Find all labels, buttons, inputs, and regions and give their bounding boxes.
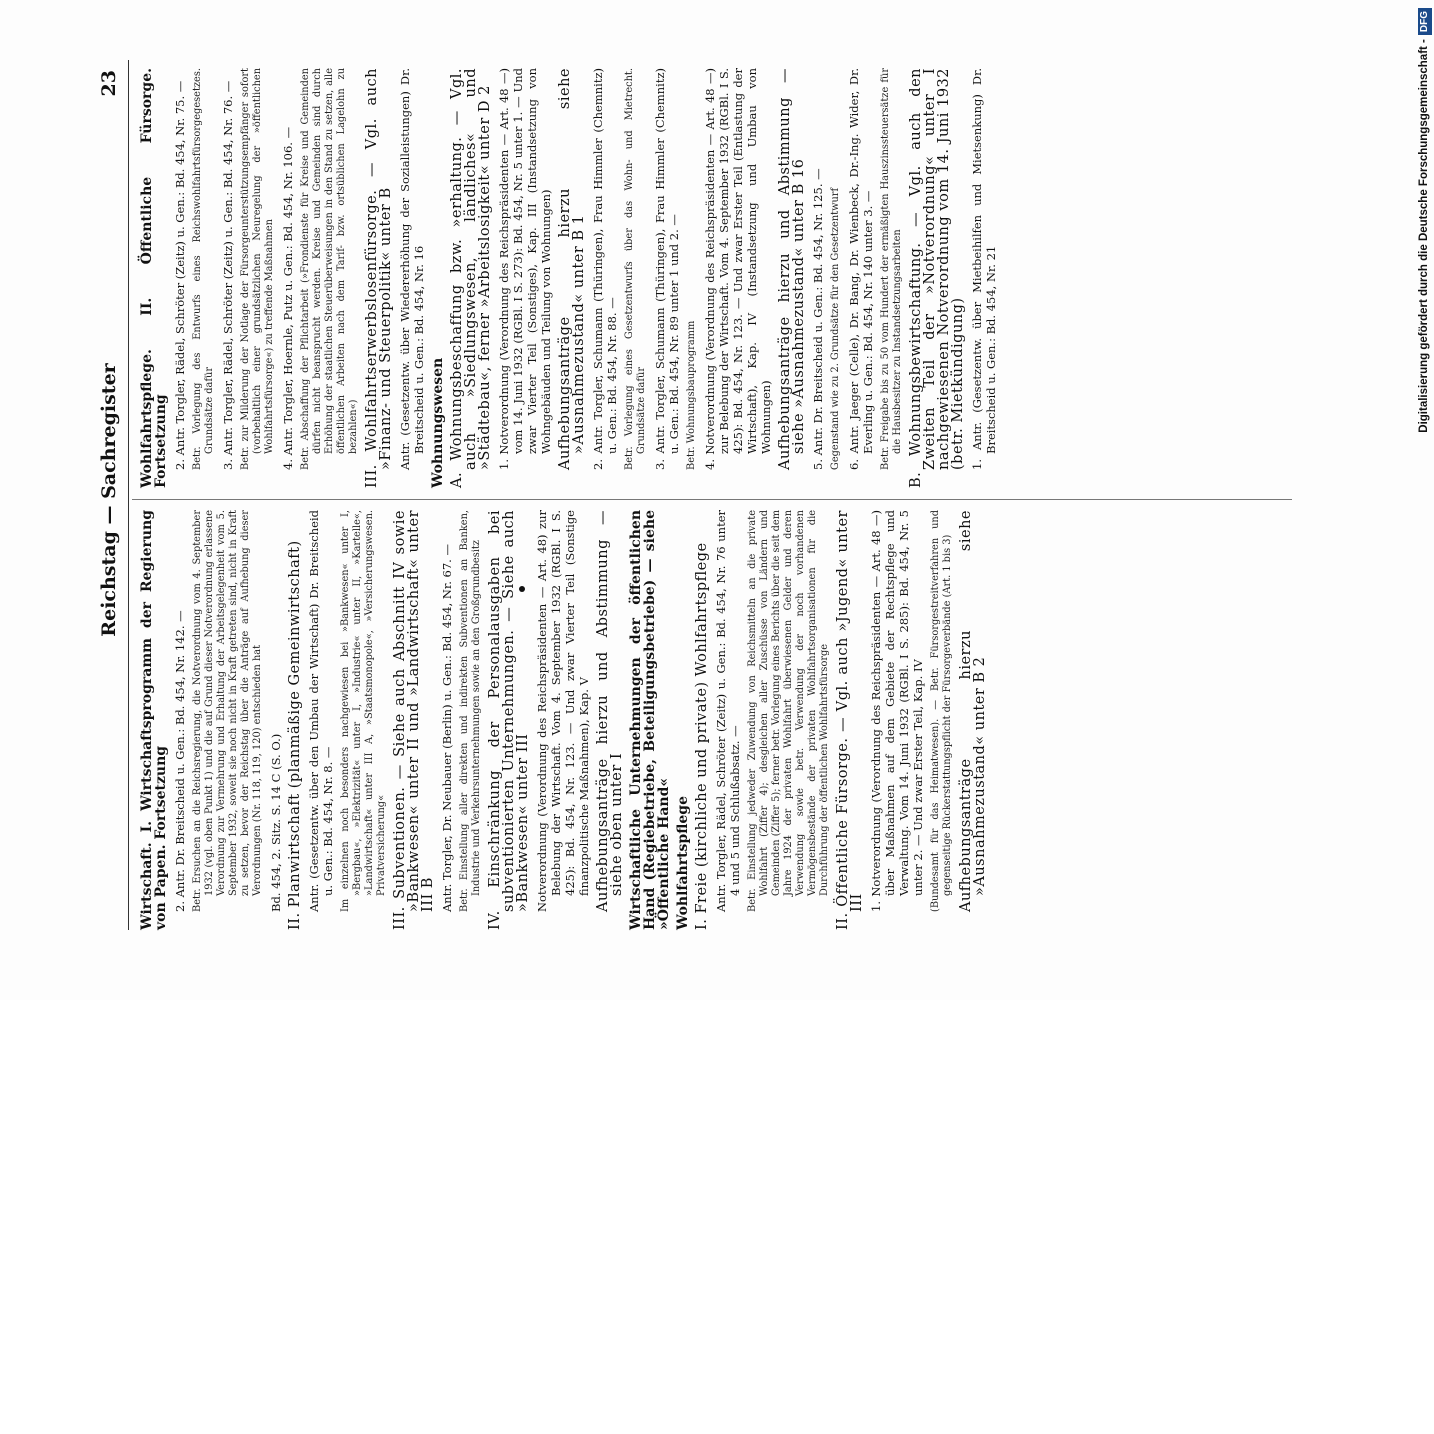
entry-note: Betr. Wohnungsbauprogramm [686, 320, 697, 470]
entry-note: Betr. Einstellung jedweder Zuwendung von Reichsmitteln an die private Wohlfahrt (Ziffer 4); desgleichen aller Zuschüsse von Ländern und Gemeinden (Ziffer 5); ferner betr. Vorlegung eines Berichts über die seit dem Jahre 1924 der privaten Wohlfahrt überwiesenen Gelder und deren Verwendung sowie betr. Verwendung der noch vorhandenen Vermögensbestände der privaten Wohlfahrtsorganisationen für die Durchführung der öffentlichen Wohlfahrtsfürsorge [747, 510, 830, 912]
section-heading: Wohlfahrtspflege [675, 796, 691, 930]
entry-text: Betr. Ersuchen an die Reichsregierung, die Notverordnung vom 4. September 1932 (vgl. oben Punkt 1) und die auf Grund dieser Notverordnung erlassene Verordnung zur Vermehrung und Erhaltung der Arbeitsgelegenheit vom 5. September 1932, soweit sie noch nicht in Kraft getreten sind, nicht in Kraft zu setzen, bevor der Reichstag über die Anträge auf Aufhebung dieser Verordnungen (Nr. 118, 119, 120) entschieden hat [192, 510, 263, 912]
subsection-title: B. Wohnungsbewirtschaftung. — Vgl. auch den Zweiten Teil der »Notverordnung« unter I nachgewiesenen Notverordnung vom 14. Juni 1932 (betr. Mietkündigung) [908, 68, 966, 488]
subsection-title: III. Subventionen. — Siehe auch Abschnitt IV sowie »Bankwesen« unter II und »Landwirtschaft« unter III B [392, 510, 436, 930]
page-number: 23 [98, 70, 120, 97]
column-divider [132, 499, 1292, 500]
subsection-title: II. Öffentliche Fürsorge. — Vgl. auch »Jugend« unter III [835, 510, 865, 930]
entry-text: Antr. (Gesetzentw. über den Umbau der Wirtschaft) Dr. Breitscheid u. Gen.: Bd. 454, Nr. 8. — [307, 510, 335, 912]
entry-text: 4. Notverordnung (Verordnung des Reichspräsidenten — Art. 48 —) zur Belebung der Wirtschaft. Vom 4. September 1932 (RGBl. I S. 425): Bd. 454, Nr. 123. — Und zwar Erster Teil (Entlastung der Wirtschaft), Kap. IV (Instandsetzung und Umbau von Wohnungen) [703, 68, 773, 470]
header-rule [128, 60, 129, 930]
entry-text: 6. Antr. Jaeger (Celle), Dr. Bang, Dr. Wienbeck, Dr.-Ing. Wider, Dr. Everling u. Gen.: Bd. 454, Nr. 140 unter 3. — [847, 68, 875, 470]
section-heading: Wohnungswesen [430, 357, 446, 488]
subsection-title: A. Wohnungsbeschaffung bzw. »erhaltung. — Vgl. auch »Siedlungswesen, ländliches« und »Städtebau«, ferner »Arbeitslosigkeit« unter D 2 [449, 68, 493, 488]
entry-text: Notverordnung (Verordnung des Reichspräsidenten — Art. 48) zur Belebung der Wirtschaft. Vom 4. September 1932 (RGBl. I S. 425): Bd. 454, Nr. 123. — Und zwar Vierter Teil (Sonstige finanzpolitische Maßnahmen), Kap. V [535, 510, 591, 912]
entry-text: Antr. Torgler, Rädel, Schröter (Zeitz) u. Gen.: Bd. 454, Nr. 76 unter 4 und 5 und Schlußabsatz. — [714, 510, 742, 912]
subsection-title: I. Freie (kirchliche und private) Wohlfahrtspflege [694, 542, 710, 930]
entry-note: Betr. Vorlegung eines Gesetzentwurfs über das Wohn- und Mietrecht. Grundsätze dafür [624, 68, 647, 470]
subsection-title: II. Planwirtschaft (planmäßige Gemeinwirtschaft) [287, 540, 303, 930]
section-heading: Wohlfahrtspflege. II. Öffentliche Fürsorge. Fortsetzung [139, 68, 169, 488]
entry-text: 3. Antr. Torgler, Rädel, Schröter (Zeitz) u. Gen.: Bd. 454, Nr. 76. — [221, 80, 235, 470]
entry-note: Gegenstand wie zu 2. Grundsätze für den Gesetzentwurf [830, 187, 841, 470]
entry-note: Im einzelnen noch besonders nachgewiesen bei »Bankwesen« unter I, »Bergbau«, »Elektrizität« unter I, »Industrie« unter II, »Kartelle«, »Landwirtschaft« unter III A, »Staatsmonopole«, »Versicherungswesen. Privatversicherung« [340, 510, 387, 912]
digitization-note [1413, 8, 1434, 768]
entry-aufhebung: Aufhebungsanträge hierzu siehe »Ausnahmezustand« unter B 1 [557, 68, 587, 470]
entry-text: 4. Antr. Torgler, Hoernle, Putz u. Gen.: Bd. 454, Nr. 106. — [281, 126, 295, 470]
running-title: Reichstag — Sachregister [98, 363, 120, 637]
entry-text: 2. Antr. Torgler, Schumann (Thüringen), Frau Himmler (Chemnitz) u. Gen.: Bd. 454, Nr. 88. — [591, 68, 619, 470]
entry-ref: Bd. 454, 2. Sitz. S. 14 C (S. O.) [269, 733, 283, 912]
entry-text: 2. Antr. Torgler, Rädel, Schröter (Zeitz) u. Gen.: Bd. 454, Nr. 75. — [173, 80, 187, 470]
entry-aufhebung: Aufhebungsanträge hierzu siehe »Ausnahmezustand« unter B 2 [958, 510, 988, 912]
dfg-logo: DFG [1418, 8, 1432, 35]
entry-text: 1. Antr. (Gesetzentw. über Mietbeihilfen und Mietsenkung) Dr. Breitscheid u. Gen.: Bd. 454, Nr. 21 [970, 68, 998, 470]
digitization-text: Digitalisierung gefördert durch die Deutsche Forschungsgemeinschaft - [1418, 39, 1430, 433]
entry-text: 5. Antr. Dr. Breitscheid u. Gen.: Bd. 454, Nr. 125. — [811, 168, 825, 470]
entry-text: Antr. Torgler, Dr. Neubauer (Berlin) u. Gen.: Bd. 454, Nr. 67. — [440, 544, 454, 912]
entry-note: Betr. Freigabe bis zu 50 vom Hundert der ermäßigten Hauszinssteuersätze für die Hausbesitzer zu Instandsetzungsarbeiten [880, 68, 903, 470]
entry-aufhebung: Aufhebungsanträge hierzu und Abstimmung — siehe oben unter I [595, 510, 625, 912]
subsection-title: III. Wohlfahrtserwerbslosenfürsorge. — Vgl. auch »Finanz- und Steuerpolitik« unter B [364, 68, 394, 488]
entry-text: Antr. (Gesetzentw. über Wiedererhöhung der Sozialleistungen) Dr. Breitscheid u. Gen.: Bd. 454, Nr. 16 [398, 68, 426, 470]
page-header [94, 70, 128, 930]
entry-aufhebung: Aufhebungsanträge hierzu und Abstimmung — siehe »Ausnahmezustand« unter B 16 [777, 68, 807, 470]
subsection-title: IV. Einschränkung der Personalausgaben bei subventionierten Unternehmungen. — Siehe auch »Bankwesen« unter III [487, 510, 531, 930]
ink-dot [519, 586, 525, 592]
entry-text: 1. Notverordnung (Verordnung des Reichspräsidenten — Art. 48 —) vom 14. Juni 1932 (RGBl. I S. 273): Bd. 454, Nr. 5 unter 1. — Und zwar Vierter Teil (Sonstiges), Kap. III (Instandsetzung von Wohngebäuden und Teilung von Wohnungen) [497, 68, 553, 470]
entry-note: (Bundesamt für das Heimatwesen). — Betr. Fürsorgestreitverfahren und gegenseitige Rückerstattungspflicht der Fürsorgeverbände (Art. 1 bis 3) [930, 510, 953, 912]
entry-text: 1. Notverordnung (Verordnung des Reichspräsidenten — Art. 48 —) über Maßnahmen auf dem Gebiete der Rechtspflege und Verwaltung. Vom 14. Juni 1932 (RGBl. I S. 285): Bd. 454, Nr. 5 unter 2. — Und zwar Erster Teil, Kap. IV [869, 510, 925, 912]
right-column [140, 68, 1003, 488]
entry-title: 2. Antr. Dr. Breitscheid u. Gen.: Bd. 454, Nr. 142. — [173, 610, 187, 912]
entry-note: Betr. Vorlegung des Entwurfs eines Reichswohlfahrtsfürsorgegesetzes. Grundsätze dafür [192, 68, 215, 470]
entry-text: 3. Antr. Torgler, Schumann (Thüringen), Frau Himmler (Chemnitz) u. Gen.: Bd. 454, Nr. 89 unter 1 und 2. — [653, 68, 681, 470]
entry-note: Betr. Einstellung aller direkten und indirekten Subventionen an Banken, Industrie und Verkehrsunternehmungen sowie an den Großgrundbesitz [459, 510, 482, 912]
entry-note: Betr. zur Milderung der Notlage der Fürsorgeunterstützungsempfänger sofort (vorbehaltlich einer grundsätzlichen Neuregelung der »öffentlichen Wohlfahrtsfürsorge«) zu treffende Maßnahmen [240, 68, 275, 470]
section-heading: Wirtschaft. I. Wirtschaftsprogramm der Regierung von Papen. Fortsetzung [139, 510, 169, 930]
section-heading: Wirtschaftliche Unternehmungen der öffentlichen Hand (Regiebetriebe, Beteiligungsbetriebe) — siehe »Öffentliche Hand« [628, 510, 672, 930]
entry-note: Betr. Abschaffung der Pflichtarbeit (»Frondienste für Kreise und Gemeinden dürfen nicht beansprucht werden. Kreise und Gemeinden sind durch Erhöhung der staatlichen Steuerüberweisungen in den Stand zu setzen, alle öffentlichen Arbeiten nach dem Tarif- bzw. ortsüblichen Lagelohn zu bezahlen«) [300, 68, 359, 470]
left-column [140, 510, 992, 930]
